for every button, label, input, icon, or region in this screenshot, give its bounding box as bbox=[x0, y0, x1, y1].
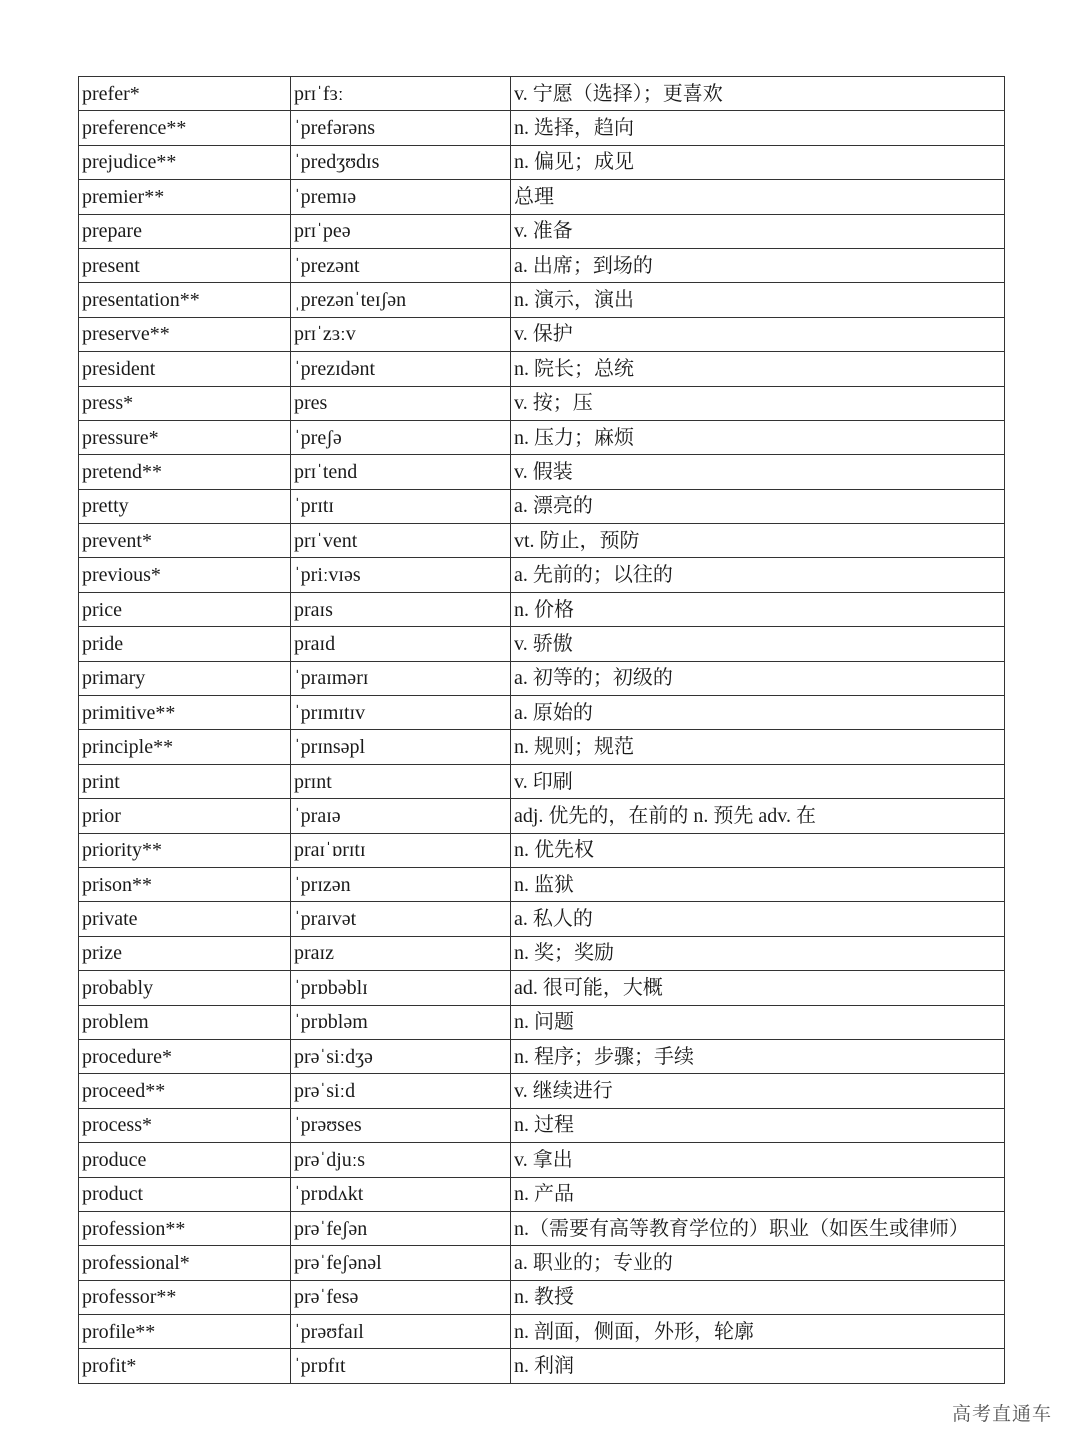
table-row bbox=[79, 902, 1005, 936]
phonetic-cell: ˈpreʃə bbox=[291, 420, 511, 454]
meaning-cell: n. 问题 bbox=[511, 1005, 1005, 1039]
table-row bbox=[79, 1211, 1005, 1245]
table-row bbox=[79, 730, 1005, 764]
word-cell: pretty bbox=[79, 489, 291, 523]
table-row bbox=[79, 352, 1005, 386]
word-cell: product bbox=[79, 1177, 291, 1211]
word-cell: profile** bbox=[79, 1315, 291, 1349]
table-row bbox=[79, 1315, 1005, 1349]
phonetic-cell: prəˈfesə bbox=[291, 1280, 511, 1314]
word-cell: preserve** bbox=[79, 317, 291, 351]
word-cell: procedure* bbox=[79, 1039, 291, 1073]
table-row bbox=[79, 455, 1005, 489]
word-cell: problem bbox=[79, 1005, 291, 1039]
word-cell: prior bbox=[79, 799, 291, 833]
phonetic-cell: praɪs bbox=[291, 592, 511, 626]
table-row bbox=[79, 833, 1005, 867]
phonetic-cell: ˌprezənˈteɪʃən bbox=[291, 283, 511, 317]
table-row bbox=[79, 214, 1005, 248]
table-row bbox=[79, 145, 1005, 179]
phonetic-cell: ˈprɪmɪtɪv bbox=[291, 696, 511, 730]
word-cell: price bbox=[79, 592, 291, 626]
table-row bbox=[79, 696, 1005, 730]
word-cell: press* bbox=[79, 386, 291, 420]
word-cell: prison** bbox=[79, 867, 291, 901]
word-cell: pretend** bbox=[79, 455, 291, 489]
phonetic-cell: ˈpraɪmərɪ bbox=[291, 661, 511, 695]
word-cell: preference** bbox=[79, 111, 291, 145]
meaning-cell: n. 教授 bbox=[511, 1280, 1005, 1314]
meaning-cell: n. 监狱 bbox=[511, 867, 1005, 901]
table-row bbox=[79, 661, 1005, 695]
watermark: 高考直通车 bbox=[951, 1403, 1052, 1425]
phonetic-cell: prɪˈzɜːv bbox=[291, 317, 511, 351]
meaning-cell: v. 保护 bbox=[511, 317, 1005, 351]
table-row bbox=[79, 1177, 1005, 1211]
table-row bbox=[79, 971, 1005, 1005]
word-cell: principle** bbox=[79, 730, 291, 764]
meaning-cell: a. 出席；到场的 bbox=[511, 248, 1005, 282]
meaning-cell: n. 压力；麻烦 bbox=[511, 420, 1005, 454]
phonetic-cell: ˈprɒbəblɪ bbox=[291, 971, 511, 1005]
meaning-cell: a. 先前的；以往的 bbox=[511, 558, 1005, 592]
table-row bbox=[79, 627, 1005, 661]
phonetic-cell: ˈprɪzən bbox=[291, 867, 511, 901]
meaning-cell: a. 漂亮的 bbox=[511, 489, 1005, 523]
table-row bbox=[79, 111, 1005, 145]
meaning-cell: v. 拿出 bbox=[511, 1143, 1005, 1177]
phonetic-cell: ˈprɒdʌkt bbox=[291, 1177, 511, 1211]
phonetic-cell: ˈprəʊfaɪl bbox=[291, 1315, 511, 1349]
word-cell: prize bbox=[79, 936, 291, 970]
word-cell: print bbox=[79, 764, 291, 798]
phonetic-cell: prəˈsiːdʒə bbox=[291, 1039, 511, 1073]
phonetic-cell: praɪz bbox=[291, 936, 511, 970]
phonetic-cell: prəˈfeʃən bbox=[291, 1211, 511, 1245]
word-cell: produce bbox=[79, 1143, 291, 1177]
table-row bbox=[79, 386, 1005, 420]
word-cell: prefer* bbox=[79, 77, 291, 111]
phonetic-cell: ˈpredʒʊdɪs bbox=[291, 145, 511, 179]
meaning-cell: a. 私人的 bbox=[511, 902, 1005, 936]
phonetic-cell: prɪˈvent bbox=[291, 524, 511, 558]
table-row bbox=[79, 1108, 1005, 1142]
word-cell: priority** bbox=[79, 833, 291, 867]
word-cell: prejudice** bbox=[79, 145, 291, 179]
word-cell: president bbox=[79, 352, 291, 386]
table-row bbox=[79, 1039, 1005, 1073]
meaning-cell: n. 剖面，侧面，外形，轮廓 bbox=[511, 1315, 1005, 1349]
meaning-cell: n. 优先权 bbox=[511, 833, 1005, 867]
meaning-cell: n. 过程 bbox=[511, 1108, 1005, 1142]
meaning-cell: v. 印刷 bbox=[511, 764, 1005, 798]
word-cell: professional* bbox=[79, 1246, 291, 1280]
word-cell: pride bbox=[79, 627, 291, 661]
table-row bbox=[79, 77, 1005, 111]
phonetic-cell: ˈprezənt bbox=[291, 248, 511, 282]
meaning-cell: vt. 防止，预防 bbox=[511, 524, 1005, 558]
table-row bbox=[79, 867, 1005, 901]
table-row bbox=[79, 592, 1005, 626]
word-cell: profession** bbox=[79, 1211, 291, 1245]
meaning-cell: v. 宁愿（选择）；更喜欢 bbox=[511, 77, 1005, 111]
vocabulary-table bbox=[78, 76, 1005, 1384]
table-row bbox=[79, 1143, 1005, 1177]
word-cell: premier** bbox=[79, 180, 291, 214]
phonetic-cell: prɪnt bbox=[291, 764, 511, 798]
vocabulary-table-body bbox=[79, 77, 1005, 1384]
word-cell: prepare bbox=[79, 214, 291, 248]
table-row bbox=[79, 180, 1005, 214]
phonetic-cell: praɪd bbox=[291, 627, 511, 661]
meaning-cell: v. 按；压 bbox=[511, 386, 1005, 420]
word-cell: process* bbox=[79, 1108, 291, 1142]
phonetic-cell: ˈpremɪə bbox=[291, 180, 511, 214]
meaning-cell: v. 假装 bbox=[511, 455, 1005, 489]
meaning-cell: a. 初等的；初级的 bbox=[511, 661, 1005, 695]
table-row bbox=[79, 489, 1005, 523]
phonetic-cell: ˈprɪnsəpl bbox=[291, 730, 511, 764]
table-row bbox=[79, 936, 1005, 970]
phonetic-cell: ˈpriːvɪəs bbox=[291, 558, 511, 592]
word-cell: proceed** bbox=[79, 1074, 291, 1108]
phonetic-cell: prəˈfeʃənəl bbox=[291, 1246, 511, 1280]
meaning-cell: n. 奖；奖励 bbox=[511, 936, 1005, 970]
meaning-cell: ad. 很可能，大概 bbox=[511, 971, 1005, 1005]
word-cell: previous* bbox=[79, 558, 291, 592]
table-row bbox=[79, 1349, 1005, 1383]
word-cell: probably bbox=[79, 971, 291, 1005]
meaning-cell: a. 原始的 bbox=[511, 696, 1005, 730]
meaning-cell: n. 利润 bbox=[511, 1349, 1005, 1383]
phonetic-cell: ˈprɒfɪt bbox=[291, 1349, 511, 1383]
meaning-cell: n. 演示，演出 bbox=[511, 283, 1005, 317]
word-cell: pressure* bbox=[79, 420, 291, 454]
meaning-cell: v. 准备 bbox=[511, 214, 1005, 248]
meaning-cell: n. 选择，趋向 bbox=[511, 111, 1005, 145]
word-cell: primitive** bbox=[79, 696, 291, 730]
meaning-cell: a. 职业的；专业的 bbox=[511, 1246, 1005, 1280]
word-cell: presentation** bbox=[79, 283, 291, 317]
table-row bbox=[79, 283, 1005, 317]
phonetic-cell: ˈprefərəns bbox=[291, 111, 511, 145]
meaning-cell: v. 继续进行 bbox=[511, 1074, 1005, 1108]
phonetic-cell: ˈprɪtɪ bbox=[291, 489, 511, 523]
meaning-cell: n.（需要有高等教育学位的）职业（如医生或律师） bbox=[511, 1211, 1005, 1245]
word-cell: profit* bbox=[79, 1349, 291, 1383]
meaning-cell: n. 规则；规范 bbox=[511, 730, 1005, 764]
word-cell: primary bbox=[79, 661, 291, 695]
table-row bbox=[79, 248, 1005, 282]
meaning-cell: adj. 优先的，在前的 n. 预先 adv. 在 bbox=[511, 799, 1005, 833]
meaning-cell: n. 价格 bbox=[511, 592, 1005, 626]
phonetic-cell: ˈpraɪə bbox=[291, 799, 511, 833]
phonetic-cell: ˈpraɪvət bbox=[291, 902, 511, 936]
phonetic-cell: prɪˈtend bbox=[291, 455, 511, 489]
phonetic-cell: prəˈsiːd bbox=[291, 1074, 511, 1108]
table-row bbox=[79, 1074, 1005, 1108]
table-row bbox=[79, 1246, 1005, 1280]
phonetic-cell: prɪˈpeə bbox=[291, 214, 511, 248]
table-row bbox=[79, 1280, 1005, 1314]
meaning-cell: n. 产品 bbox=[511, 1177, 1005, 1211]
table-row bbox=[79, 764, 1005, 798]
phonetic-cell: ˈprəʊses bbox=[291, 1108, 511, 1142]
word-cell: prevent* bbox=[79, 524, 291, 558]
word-cell: present bbox=[79, 248, 291, 282]
phonetic-cell: ˈprɒbləm bbox=[291, 1005, 511, 1039]
word-cell: private bbox=[79, 902, 291, 936]
word-cell: professor** bbox=[79, 1280, 291, 1314]
meaning-cell: n. 院长；总统 bbox=[511, 352, 1005, 386]
meaning-cell: v. 骄傲 bbox=[511, 627, 1005, 661]
table-row bbox=[79, 1005, 1005, 1039]
table-row bbox=[79, 524, 1005, 558]
table-row bbox=[79, 799, 1005, 833]
phonetic-cell: ˈprezɪdənt bbox=[291, 352, 511, 386]
table-row bbox=[79, 317, 1005, 351]
phonetic-cell: praɪˈɒrɪtɪ bbox=[291, 833, 511, 867]
phonetic-cell: pres bbox=[291, 386, 511, 420]
phonetic-cell: prɪˈfɜː bbox=[291, 77, 511, 111]
meaning-cell: n. 程序；步骤；手续 bbox=[511, 1039, 1005, 1073]
table-row bbox=[79, 558, 1005, 592]
phonetic-cell: prəˈdjuːs bbox=[291, 1143, 511, 1177]
meaning-cell: n. 偏见；成见 bbox=[511, 145, 1005, 179]
table-row bbox=[79, 420, 1005, 454]
meaning-cell: 总理 bbox=[511, 180, 1005, 214]
